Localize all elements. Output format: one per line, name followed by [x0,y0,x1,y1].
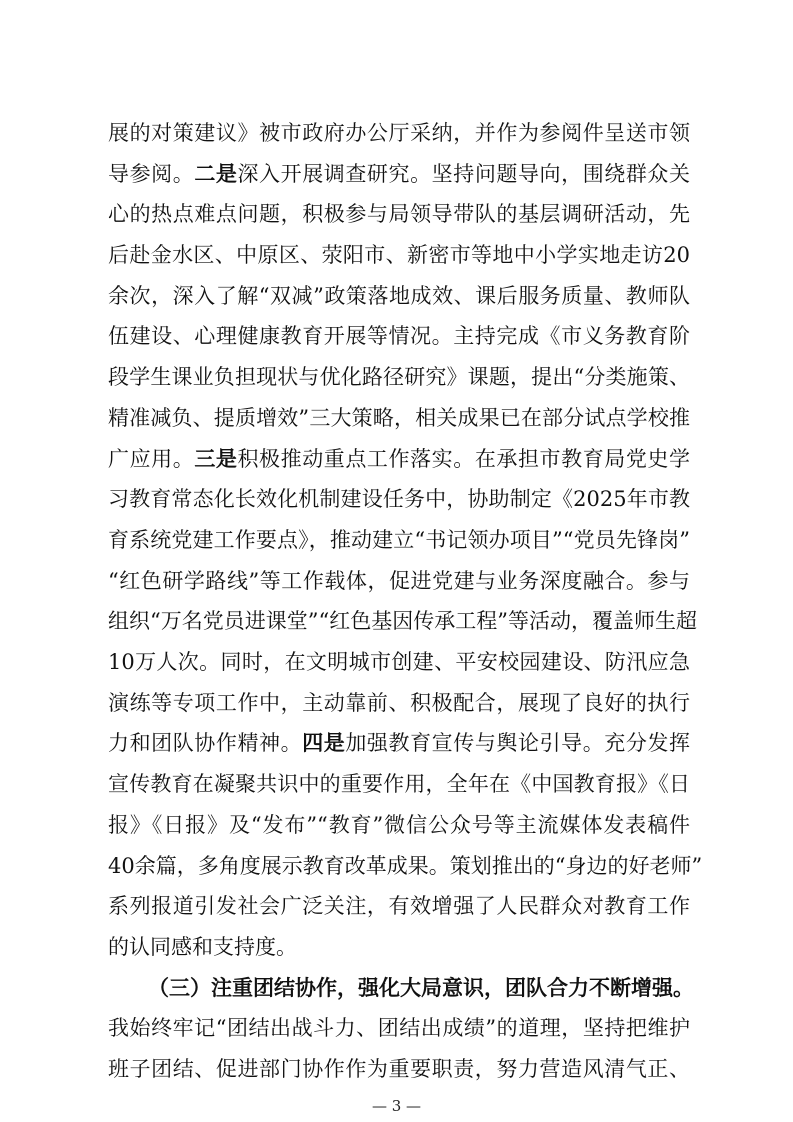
body-line: 力和团队协作精神。四是加强教育宣传与舆论引导。充分发挥 [108,730,691,755]
body-line: 组织“万名党员进课堂”“红色基因传承工程”等活动，覆盖师生超 [108,609,697,633]
body-line: 余次，深入了解“双减”政策落地成效、课后服务质量、教师队 [108,284,690,308]
body-line: 后赴金水区、中原区、荥阳市、新密市等地中小学实地走访20 [108,243,690,267]
body-line: 40余篇，多角度展示教育改革成果。策划推出的“身边的好老师” [108,854,703,878]
body-line: 精准减负、提质增效”三大策略，相关成果已在部分试点学校推 [108,406,690,430]
body-line: 广应用。三是积极推动重点工作落实。在承担市教育局党史学 [108,446,691,471]
body-line: 习教育常态化长效化机制建设任务中，协助制定《2025年市教 [108,487,690,511]
body-line: 宣传教育在凝聚共识中的重要作用，全年在《中国教育报》《日 [108,772,690,796]
body-line: 展的对策建议》被市政府办公厅采纳，并作为参阅件呈送市领 [108,121,690,145]
enumeration-marker: 三是 [194,446,238,471]
enumeration-marker: 二是 [194,161,238,186]
section-heading: （三）注重团结协作，强化大局意识，团队合力不断增强。 [148,975,694,1000]
body-line: 10万人次。同时，在文明城市创建、平安校园建设、防汛应急 [108,650,690,674]
page-number: — 3 — [371,1097,422,1115]
body-line: 导参阅。二是深入开展调查研究。坚持问题导向，围绕群众关 [108,161,691,186]
body-line: 系列报道引发社会广泛关注，有效增强了人民群众对教育工作 [108,894,690,918]
body-line: 段学生课业负担现状与优化路径研究》课题，提出“分类施策、 [108,365,690,389]
body-line: 报》《日报》及“发布”“教育”微信公众号等主流媒体发表稿件 [108,813,690,837]
body-line: 伍建设、心理健康教育开展等情况。主持完成《市义务教育阶 [108,324,690,348]
body-line: 心的热点难点问题，积极参与局领导带队的基层调研活动，先 [108,202,690,226]
body-line: 演练等专项工作中，主动靠前、积极配合，展现了良好的执行 [108,691,690,715]
enumeration-marker: 四是 [302,730,346,755]
body-line: 育系统党建工作要点》，推动建立“书记领办项目”“党员先锋岗” [108,528,690,552]
body-line: 我始终牢记“团结出战斗力、团结出成绩”的道理，坚持把维护 [108,1016,690,1040]
body-line: “红色研学路线”等工作载体，促进党建与业务深度融合。参与 [108,569,690,593]
body-line: 的认同感和支持度。 [108,935,297,959]
body-line: 班子团结、促进部门协作作为重要职责，努力营造风清气正、 [108,1057,690,1081]
